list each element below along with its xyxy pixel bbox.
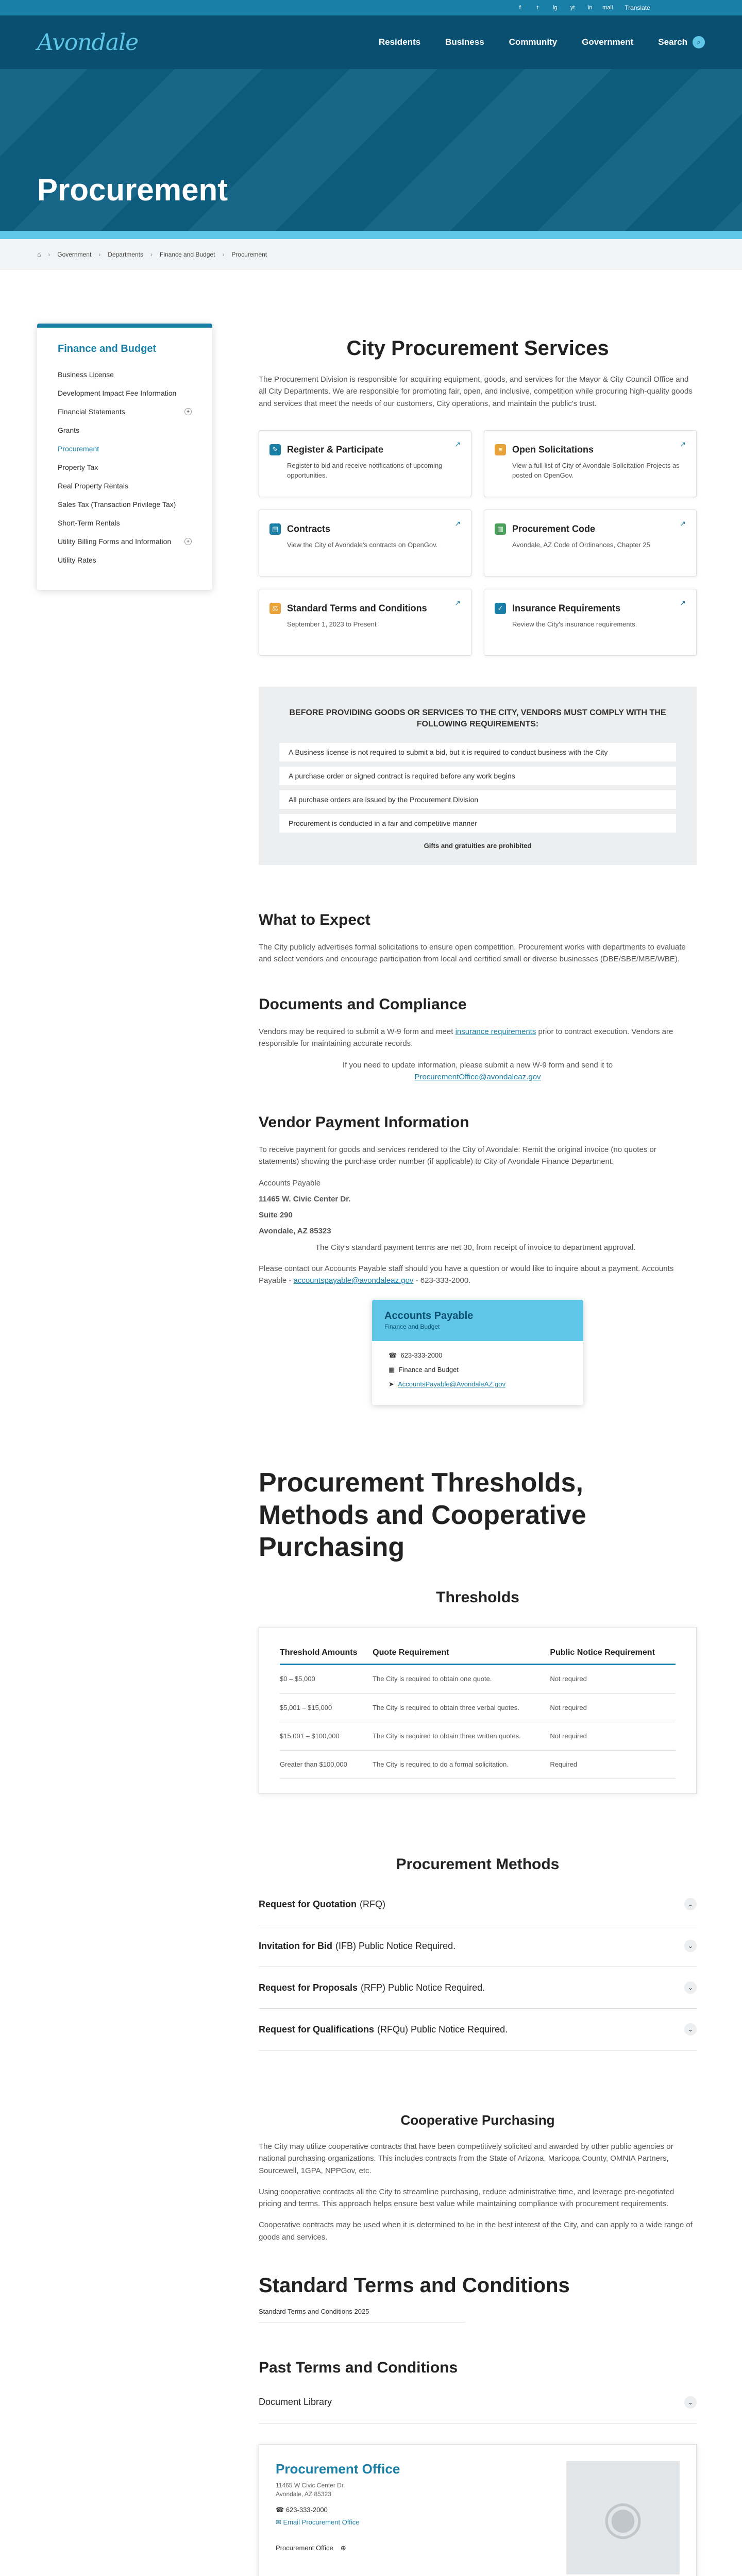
table-cell: The City is required to obtain three written quotes. — [373, 1722, 550, 1750]
thresholds-section — [0, 1420, 742, 2576]
method-name: Request for Qualifications — [259, 2024, 375, 2035]
card-header — [372, 1300, 583, 1341]
sidebar-item-label: Procurement — [58, 445, 99, 453]
breadcrumb-finance[interactable]: Finance and Budget — [159, 251, 215, 258]
method-name: Request for Proposals — [259, 1982, 358, 1993]
accounts-payable-email[interactable]: accountspayable@avondaleaz.gov — [293, 1276, 414, 1285]
vendor-requirements — [259, 687, 697, 865]
chevron-down-icon: ⌄ — [684, 2396, 697, 2409]
card-title: Standard Terms and Conditions — [287, 603, 427, 614]
coop-text: The City may utilize cooperative contracts that have been competitively solicited and awarded by other public agencies or national purchasing organizations. This includes contracts from the State of Arizona, Maricopa County, OMNIA Partners, Sourcewell, 1GPA, NPPGov, etc. — [259, 2142, 673, 2175]
contact-text: Please contact our Accounts Payable staff should you have a question or would like to inquire about a payment. Accounts Payable - — [259, 1264, 674, 1285]
method-accordion[interactable] — [259, 1967, 697, 2009]
thresholds-title: Procurement Thresholds, Methods and Cooperative Purchasing — [259, 1468, 586, 1563]
intro-text: The Procurement Division is responsible for acquiring equipment, goods, and services for the Mayor & City Council Office and all City Departments. We are responsible for promoting fair, open, and inclusive, competition while procuring high-quality goods and services that meet the needs of our customers, City operations, and maintain the public's trust. — [259, 375, 693, 408]
sidebar-item[interactable] — [58, 426, 212, 434]
payment-text: To receive payment for goods and services rendered to the City of Avondale: Remit the original invoice (no quotes or statements) showing the purchase order number (if applicable) to City of Avondale Finance Department. — [259, 1145, 656, 1166]
breadcrumb-separator: › — [150, 251, 153, 258]
card-text: Review the City's insurance requirements. — [512, 620, 637, 628]
method-detail: (RFP) Public Notice Required. — [361, 1982, 485, 1993]
office-dept[interactable] — [276, 2544, 400, 2552]
email-icon: ✉ — [276, 2518, 281, 2526]
twitter-icon[interactable]: t — [536, 5, 538, 11]
send-icon: ➤ — [389, 1380, 394, 1388]
sidebar-item-label: Financial Statements — [58, 408, 125, 416]
sidebar-item[interactable] — [58, 463, 212, 471]
breadcrumb-separator: › — [222, 251, 225, 258]
requirement-row: Procurement is conducted in a fair and competitive manner — [279, 814, 676, 833]
instagram-icon[interactable]: ig — [552, 5, 558, 11]
card-subtitle: Finance and Budget — [384, 1323, 440, 1331]
table-row — [280, 1751, 676, 1779]
sidebar-item-label: Grants — [58, 426, 80, 434]
external-link-icon: ↗ — [680, 598, 686, 607]
card-title: Open Solicitations — [512, 444, 594, 455]
office-phone[interactable] — [276, 2506, 400, 2514]
nav-residents[interactable]: Residents — [378, 37, 421, 47]
past-terms-title: Past Terms and Conditions — [259, 2359, 458, 2376]
sidebar-item[interactable] — [58, 519, 212, 527]
table-header: Quote Requirement — [373, 1642, 550, 1665]
card-text: View a full list of City of Avondale Solicitation Projects as posted on OpenGov. — [512, 461, 680, 480]
phone-text: 623-333-2000 — [285, 2505, 328, 2514]
sidebar-item-label: Utility Rates — [58, 556, 96, 564]
main-nav — [379, 36, 705, 48]
sidebar-item[interactable] — [58, 556, 212, 564]
method-accordion[interactable] — [259, 1925, 697, 1967]
methods-accordion — [259, 1884, 697, 2050]
table-cell: Not required — [550, 1722, 676, 1750]
address-line: 11465 W. Civic Center Dr. — [259, 1194, 351, 1204]
address-line: Accounts Payable — [259, 1178, 321, 1188]
external-link-icon: ↗ — [454, 439, 461, 448]
procurement-email-link[interactable]: ProcurementOffice@avondaleaz.gov — [414, 1072, 541, 1081]
card-dept — [389, 1366, 567, 1374]
dept-text: Finance and Budget — [398, 1366, 459, 1374]
table-row — [280, 1693, 676, 1722]
requirement-row: All purchase orders are issued by the Procurement Division — [279, 790, 676, 809]
method-detail: (IFB) Public Notice Required. — [335, 1940, 456, 1951]
sidebar-menu — [37, 324, 212, 590]
requirements-title: BEFORE PROVIDING GOODS OR SERVICES TO THE CITY, VENDORS MUST COMPLY WITH THE FOLLOWING REQUIREMENTS: — [289, 708, 666, 729]
table-cell: Not required — [550, 1693, 676, 1722]
document-icon: ▤ — [269, 523, 281, 535]
breadcrumb — [0, 239, 742, 270]
office-address: Avondale, AZ 85323 — [276, 2490, 331, 2498]
method-detail: (RFQu) Public Notice Required. — [377, 2024, 508, 2035]
email-text: Email Procurement Office — [283, 2518, 360, 2526]
breadcrumb-separator: › — [98, 251, 101, 258]
site-logo[interactable]: Avondale — [37, 29, 139, 56]
list-icon: ≡ — [495, 444, 506, 455]
requirements-footnote: Gifts and gratuities are prohibited — [424, 841, 532, 850]
chevron-down-icon: ⌄ — [684, 1940, 697, 1952]
address-line: Suite 290 — [259, 1211, 293, 1220]
sidebar-item-label: Real Property Rentals — [58, 482, 128, 490]
service-card[interactable] — [484, 589, 697, 656]
contact-phone: - 623-333-2000. — [415, 1276, 471, 1285]
main-content — [259, 270, 697, 1420]
table-cell: $5,001 – $15,000 — [280, 1693, 373, 1722]
table-cell: Required — [550, 1751, 676, 1779]
expand-icon[interactable]: + — [184, 408, 192, 415]
table-cell: The City is required to obtain one quote. — [373, 1665, 550, 1693]
office-email[interactable] — [276, 2518, 400, 2527]
sidebar-item[interactable] — [58, 500, 212, 509]
nav-community[interactable]: Community — [509, 37, 558, 47]
requirement-row: A purchase order or signed contract is required before any work begins — [279, 767, 676, 785]
check-icon: ✓ — [495, 603, 506, 614]
table-cell: Not required — [550, 1665, 676, 1693]
hero-banner — [0, 69, 742, 239]
payment-contact — [259, 1263, 697, 1287]
sidebar-title[interactable]: Finance and Budget — [58, 343, 157, 354]
search-button[interactable] — [658, 36, 705, 48]
w9-text: If you need to update information, please submit a new W-9 form and send it to — [342, 1060, 613, 1070]
table-header: Threshold Amounts — [280, 1642, 373, 1665]
docs-text — [259, 1026, 697, 1050]
service-card[interactable] — [259, 589, 471, 656]
facebook-icon[interactable]: f — [519, 5, 521, 11]
sidebar-item[interactable] — [58, 408, 212, 416]
table-cell: The City is required to do a formal solicitation. — [373, 1751, 550, 1779]
dept-text: Procurement Office — [276, 2544, 333, 2552]
method-name: Request for Quotation — [259, 1899, 357, 1909]
sidebar-item[interactable] — [58, 370, 212, 379]
sidebar-item-label: Utility Billing Forms and Information — [58, 537, 172, 546]
card-title: Insurance Requirements — [512, 603, 621, 614]
external-link-icon: ↗ — [454, 598, 461, 607]
nav-business[interactable]: Business — [445, 37, 484, 47]
sidebar-item[interactable] — [58, 537, 212, 546]
card-title: Accounts Payable — [384, 1310, 474, 1322]
sidebar — [37, 270, 212, 1420]
intro-title: City Procurement Services — [346, 337, 609, 360]
sidebar-item[interactable] — [58, 389, 212, 397]
service-card[interactable] — [484, 510, 697, 577]
home-icon[interactable]: ⌂ — [37, 251, 41, 258]
card-text: September 1, 2023 to Present — [287, 620, 377, 628]
card-title: Contracts — [287, 523, 331, 534]
table-cell: Greater than $100,000 — [280, 1751, 373, 1779]
phone-icon: ☎ — [389, 1351, 397, 1360]
table-cell: $15,001 – $100,000 — [280, 1722, 373, 1750]
office-title: Procurement Office — [276, 2461, 400, 2477]
payment-title: Vendor Payment Information — [259, 1114, 469, 1131]
service-cards — [259, 430, 697, 656]
payment-terms: The City's standard payment terms are net 30, from receipt of invoice to department approval. — [315, 1243, 636, 1252]
method-accordion[interactable] — [259, 1884, 697, 1925]
sidebar-item[interactable] — [58, 445, 212, 453]
sidebar-item-label: Business License — [58, 370, 114, 379]
breadcrumb-separator: › — [48, 251, 50, 258]
pen-icon: ✎ — [269, 444, 281, 455]
thresholds-table — [259, 1627, 697, 1794]
document-library-accordion[interactable] — [259, 2382, 697, 2424]
external-link-icon: ↗ — [680, 439, 686, 448]
coop-text: Cooperative contracts may be used when it is determined to be in the best interest of the City, and can apply to a wide range of goods and services. — [259, 2221, 693, 2242]
docs-text-part: prior to contract execution. Vendors are responsible for maintaining accurate records. — [259, 1027, 673, 1048]
service-card[interactable] — [484, 430, 697, 497]
table-header: Public Notice Requirement — [550, 1642, 676, 1665]
payment-address — [259, 1177, 697, 1253]
table-row — [280, 1665, 676, 1693]
card-text: Register to bid and receive notifications of upcoming opportunities. — [287, 461, 443, 480]
docs-text-part: Vendors may be required to submit a W-9 form and meet — [259, 1027, 453, 1037]
thresholds-subtitle: Thresholds — [436, 1589, 519, 1606]
terms-title: Standard Terms and Conditions — [259, 2274, 570, 2297]
map-icon: ◉ — [566, 2461, 680, 2574]
docs-title: Documents and Compliance — [259, 996, 467, 1013]
email-icon[interactable]: mail — [602, 5, 613, 11]
service-card[interactable] — [259, 510, 471, 577]
youtube-icon[interactable]: yt — [570, 5, 575, 11]
method-detail: (RFQ) — [360, 1899, 385, 1909]
utility-bar — [0, 0, 742, 15]
gavel-icon: ⚖ — [269, 603, 281, 614]
sidebar-item-label: Development Impact Fee Information — [58, 389, 177, 397]
table-cell: $0 – $5,000 — [280, 1665, 373, 1693]
chevron-down-icon: ⌄ — [684, 1898, 697, 1910]
chevron-down-icon: ⌄ — [684, 2023, 697, 2036]
table-row — [280, 1722, 676, 1750]
methods-title: Procurement Methods — [396, 1856, 560, 1873]
breadcrumb-departments[interactable]: Departments — [108, 251, 143, 258]
w9-note — [259, 1059, 697, 1083]
sidebar-item-label: Property Tax — [58, 463, 98, 471]
external-link-icon: ↗ — [454, 519, 461, 528]
card-title: Procurement Code — [512, 523, 596, 534]
method-name: Invitation for Bid — [259, 1940, 332, 1951]
external-link-icon: ↗ — [680, 519, 686, 528]
table-cell: The City is required to obtain three verbal quotes. — [373, 1693, 550, 1722]
phone-text: 623-333-2000 — [400, 1351, 443, 1360]
accounts-payable-card — [372, 1300, 583, 1405]
sidebar-item[interactable] — [58, 482, 212, 490]
expect-title: What to Expect — [259, 911, 370, 928]
office-address: 11465 W Civic Center Dr. — [276, 2481, 345, 2489]
card-title: Register & Participate — [287, 444, 384, 455]
card-email[interactable] — [389, 1380, 567, 1388]
site-header — [0, 15, 742, 69]
address-line: Avondale, AZ 85323 — [259, 1227, 331, 1236]
search-label: Search — [658, 37, 687, 47]
book-icon: ▥ — [495, 523, 506, 535]
email-text: AccountsPayable@AvondaleAZ.gov — [398, 1380, 505, 1388]
translate-link[interactable]: Translate — [625, 4, 650, 11]
breadcrumb-government[interactable]: Government — [57, 251, 92, 258]
card-phone[interactable] — [389, 1351, 567, 1360]
page-title: Procurement — [37, 173, 228, 207]
procurement-office-card — [259, 2444, 697, 2576]
phone-icon: ☎ — [276, 2505, 284, 2514]
service-card[interactable] — [259, 430, 471, 497]
card-text: View the City of Avondale's contracts on OpenGov. — [287, 540, 438, 549]
breadcrumb-procurement: Procurement — [231, 251, 267, 258]
requirement-row: A Business license is not required to submit a bid, but it is required to conduct business with the City — [279, 743, 676, 761]
coop-title: Cooperative Purchasing — [400, 2112, 555, 2128]
coop-text: Using cooperative contracts all the City to streamline purchasing, reduce administrative time, and leverage pre-negotiated pricing and terms. This approach helps ensure best value while maintaining compliance with procurement requirements. — [259, 2187, 674, 2209]
terms-link[interactable]: Standard Terms and Conditions 2025 — [259, 2308, 465, 2323]
insurance-link[interactable]: insurance requirements — [455, 1027, 536, 1037]
accordion-label: Document Library — [259, 2397, 332, 2408]
nav-government[interactable]: Government — [582, 37, 634, 47]
expect-text: The City publicly advertises formal solicitations to ensure open competition. Procurement works with departments to evaluate and select vendors and encourage participation from local and certified small or diverse businesses (DBE/SBE/MBE/WBE). — [259, 942, 686, 963]
expand-icon[interactable]: + — [184, 538, 192, 545]
linkedin-icon[interactable]: in — [587, 5, 593, 11]
building-icon: ▦ — [389, 1366, 395, 1374]
chevron-down-icon: ⌄ — [684, 1981, 697, 1994]
sidebar-item-label: Sales Tax (Transaction Privilege Tax) — [58, 500, 176, 509]
chevron-icon: ⊕ — [340, 2544, 346, 2552]
search-icon: ⌕ — [693, 36, 705, 48]
card-text: Avondale, AZ Code of Ordinances, Chapter 25 — [512, 540, 650, 549]
card-body — [372, 1341, 583, 1405]
sidebar-item-label: Short-Term Rentals — [58, 519, 120, 527]
method-accordion[interactable] — [259, 2009, 697, 2050]
